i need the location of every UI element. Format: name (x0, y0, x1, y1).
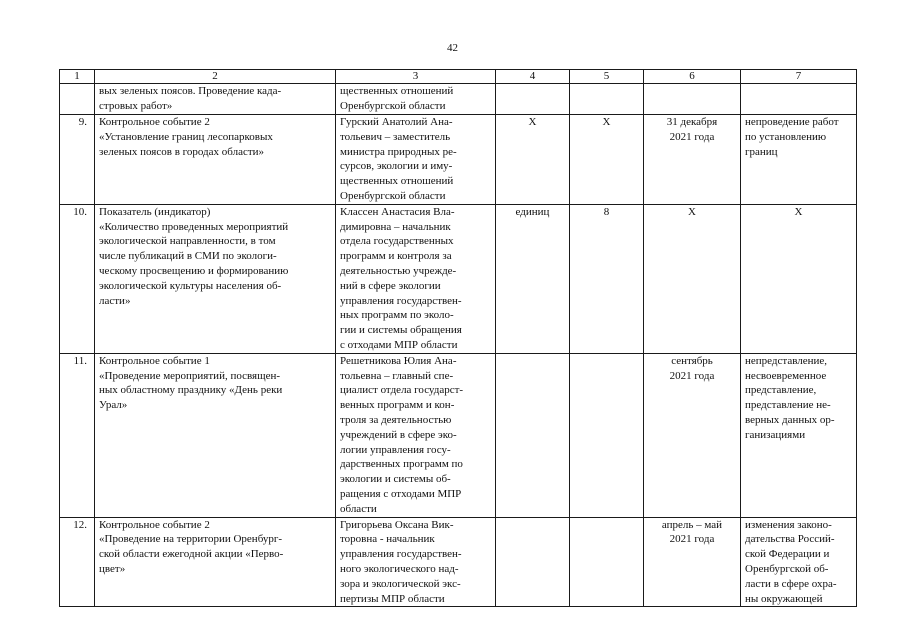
header-cell-5: 5 (570, 70, 644, 84)
unit-cell (496, 84, 570, 115)
value-cell: Х (570, 115, 644, 205)
risk-cell: Х (741, 204, 857, 353)
row-number-cell: 9. (60, 115, 95, 205)
row-number-cell (60, 84, 95, 115)
header-cell-3: 3 (336, 70, 496, 84)
header-cell-7: 7 (741, 70, 857, 84)
risk-cell: непредставление, несвоевременное представление, представление не- верных данных ор- ганизациями (741, 353, 857, 517)
table-row (60, 204, 857, 353)
header-cell-6: 6 (644, 70, 741, 84)
deadline-cell: Х (644, 204, 741, 353)
description-cell: Контрольное событие 2 «Установление границ лесопарковых зеленых поясов в городах области» (95, 115, 336, 205)
unit-cell (496, 517, 570, 607)
deadline-cell: сентябрь 2021 года (644, 353, 741, 517)
responsible-cell: щественных отношений Оренбургской области (336, 84, 496, 115)
description-cell: Контрольное событие 1 «Проведение мероприятий, посвящен- ных областному празднику «День реки Урал» (95, 353, 336, 517)
risk-cell: изменения законо- дательства Россий- ской Федерации и Оренбургской об- ласти в сфере охра- ны окружающей (741, 517, 857, 607)
row-number-cell: 10. (60, 204, 95, 353)
header-cell-1: 1 (60, 70, 95, 84)
header-cell-4: 4 (496, 70, 570, 84)
risk-cell (741, 84, 857, 115)
table-row (60, 353, 857, 517)
table-row (60, 115, 857, 205)
page-number: 42 (447, 42, 458, 54)
responsible-cell: Решетникова Юлия Ана- тольевна – главный спе- циалист отдела государст- венных программ и кон- троля за деятельностью учреждений в сфере эко- логии управления госу- дарственных программ по экологии и системы об- ращения с отходами МПР области (336, 353, 496, 517)
responsible-cell: Гурский Анатолий Ана- тольевич – заместитель министра природных ре- сурсов, экологии и иму- щественных отношений Оренбургской области (336, 115, 496, 205)
unit-cell (496, 353, 570, 517)
deadline-cell: апрель – май 2021 года (644, 517, 741, 607)
value-cell: 8 (570, 204, 644, 353)
table-header-row (60, 70, 857, 84)
responsible-cell: Классен Анастасия Вла- димировна – начальник отдела государственных программ и контроля за деятельностью учрежде- ний в сфере экологии управления государствен- ных программ по эколо- гии и системы обращения с отходами МПР области (336, 204, 496, 353)
risk-cell: непроведение работ по установлению границ (741, 115, 857, 205)
deadline-cell (644, 84, 741, 115)
plan-table (59, 69, 857, 607)
table-row-continuation (60, 84, 857, 115)
unit-cell: единиц (496, 204, 570, 353)
value-cell (570, 353, 644, 517)
value-cell (570, 84, 644, 115)
header-cell-2: 2 (95, 70, 336, 84)
responsible-cell: Григорьева Оксана Вик- торовна - начальник управления государствен- ного экологического над- зора и экологической экс- пертизы МПР области (336, 517, 496, 607)
deadline-cell: 31 декабря 2021 года (644, 115, 741, 205)
row-number-cell: 11. (60, 353, 95, 517)
row-number-cell: 12. (60, 517, 95, 607)
value-cell (570, 517, 644, 607)
table-row (60, 517, 857, 607)
description-cell: Контрольное событие 2 «Проведение на территории Оренбург- ской области ежегодной акции «Перво- цвет» (95, 517, 336, 607)
description-cell: Показатель (индикатор) «Количество проведенных мероприятий экологической направленности, в том числе публикаций в СМИ по экологи- ческому просвещению и формированию экологической культуры населения об- ласти» (95, 204, 336, 353)
unit-cell: Х (496, 115, 570, 205)
description-cell: вых зеленых поясов. Проведение када- стровых работ» (95, 84, 336, 115)
